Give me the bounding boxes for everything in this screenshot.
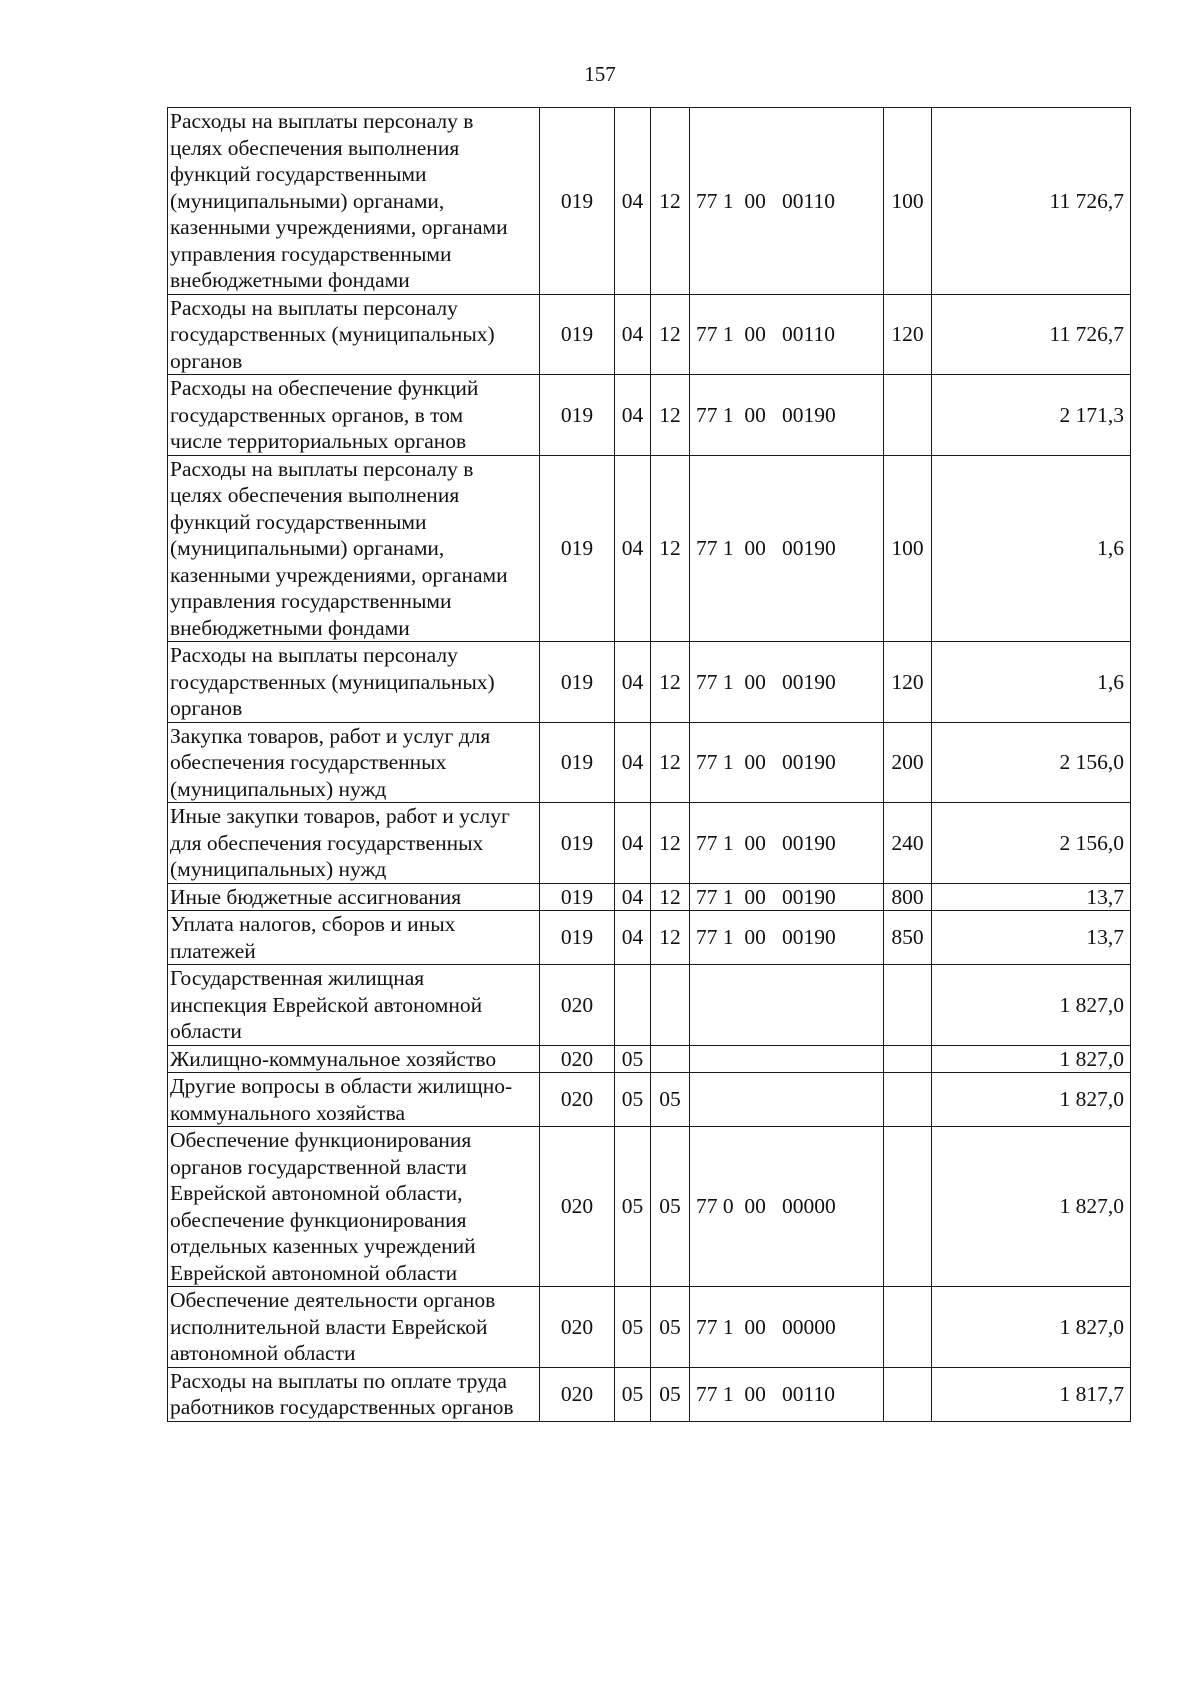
expense-name-cell: Иные бюджетные ассигнования [168,883,540,911]
expense-type-code-cell [884,1127,932,1287]
expense-type-code-cell: 800 [884,883,932,911]
expense-type-code-cell [884,375,932,456]
subsection-code-cell [651,1045,690,1073]
section-code-cell: 04 [615,108,651,295]
expense-type-code-cell: 100 [884,455,932,642]
target-article-code-cell: 77 0 00 00000 [690,1127,884,1287]
subsection-code-cell: 05 [651,1073,690,1127]
table-row [168,965,1131,1046]
ministry-code-cell: 020 [540,1073,615,1127]
ministry-code-cell: 020 [540,965,615,1046]
expense-type-code-cell [884,965,932,1046]
expense-name-cell: Расходы на выплаты персоналу в целях обеспечения выполнения функций государственными (муниципальными) органами, казенными учреждениями, органами управления государственными внебюджетными фондами [168,108,540,295]
table-row [168,1073,1131,1127]
section-code-cell: 04 [615,294,651,375]
expense-name-cell: Расходы на выплаты по оплате труда работников государственных органов [168,1367,540,1421]
table-row [168,455,1131,642]
expense-name-cell: Расходы на выплаты персоналу государственных (муниципальных) органов [168,294,540,375]
expense-name-cell: Другие вопросы в области жилищно- коммунального хозяйства [168,1073,540,1127]
target-article-code-cell: 77 1 00 00110 [690,294,884,375]
table-row [168,108,1131,295]
amount-cell: 13,7 [932,883,1131,911]
page-number: 157 [584,62,616,86]
ministry-code-cell: 019 [540,883,615,911]
expense-name-cell: Расходы на обеспечение функций государственных органов, в том числе территориальных органов [168,375,540,456]
table-row [168,722,1131,803]
target-article-code-cell: 77 1 00 00190 [690,375,884,456]
expense-type-code-cell: 100 [884,108,932,295]
subsection-code-cell: 05 [651,1367,690,1421]
subsection-code-cell: 12 [651,722,690,803]
table-row [168,294,1131,375]
amount-cell: 11 726,7 [932,294,1131,375]
amount-cell: 11 726,7 [932,108,1131,295]
subsection-code-cell: 12 [651,911,690,965]
expense-type-code-cell [884,1045,932,1073]
target-article-code-cell: 77 1 00 00190 [690,722,884,803]
table-row [168,1045,1131,1073]
section-code-cell: 05 [615,1367,651,1421]
expense-type-code-cell: 120 [884,642,932,723]
table-row [168,1287,1131,1368]
subsection-code-cell: 12 [651,108,690,295]
section-code-cell: 04 [615,911,651,965]
table-row [168,1367,1131,1421]
expense-type-code-cell [884,1287,932,1368]
subsection-code-cell: 12 [651,294,690,375]
ministry-code-cell: 020 [540,1287,615,1368]
target-article-code-cell: 77 1 00 00110 [690,1367,884,1421]
expense-name-cell: Государственная жилищная инспекция Еврейской автономной области [168,965,540,1046]
ministry-code-cell: 020 [540,1045,615,1073]
expense-type-code-cell: 120 [884,294,932,375]
section-code-cell: 05 [615,1073,651,1127]
table-row [168,1127,1131,1287]
ministry-code-cell: 019 [540,375,615,456]
section-code-cell [615,965,651,1046]
expense-name-cell: Иные закупки товаров, работ и услуг для обеспечения государственных (муниципальных) нужд [168,803,540,884]
amount-cell: 1 817,7 [932,1367,1131,1421]
expense-name-cell: Обеспечение деятельности органов исполнительной власти Еврейской автономной области [168,1287,540,1368]
expense-type-code-cell: 850 [884,911,932,965]
table-row [168,642,1131,723]
amount-cell: 1,6 [932,455,1131,642]
target-article-code-cell: 77 1 00 00190 [690,642,884,723]
expense-name-cell: Расходы на выплаты персоналу в целях обеспечения выполнения функций государственными (муниципальными) органами, казенными учреждениями, органами управления государственными внебюджетными фондами [168,455,540,642]
amount-cell: 1 827,0 [932,1073,1131,1127]
amount-cell: 1,6 [932,642,1131,723]
amount-cell: 1 827,0 [932,1045,1131,1073]
target-article-code-cell [690,965,884,1046]
amount-cell: 2 156,0 [932,803,1131,884]
section-code-cell: 05 [615,1127,651,1287]
ministry-code-cell: 019 [540,803,615,884]
table-row [168,803,1131,884]
section-code-cell: 04 [615,455,651,642]
table-row [168,911,1131,965]
expense-name-cell: Закупка товаров, работ и услуг для обеспечения государственных (муниципальных) нужд [168,722,540,803]
budget-table [167,107,1131,1422]
ministry-code-cell: 019 [540,455,615,642]
expense-name-cell: Обеспечение функционирования органов государственной власти Еврейской автономной области, обеспечение функционирования отдельных казенных учреждений Еврейской автономной области [168,1127,540,1287]
ministry-code-cell: 019 [540,108,615,295]
table-row [168,375,1131,456]
subsection-code-cell: 05 [651,1287,690,1368]
ministry-code-cell: 019 [540,294,615,375]
section-code-cell: 05 [615,1287,651,1368]
ministry-code-cell: 020 [540,1127,615,1287]
table-row [168,883,1131,911]
expense-type-code-cell [884,1367,932,1421]
expense-name-cell: Уплата налогов, сборов и иных платежей [168,911,540,965]
expense-type-code-cell: 240 [884,803,932,884]
target-article-code-cell: 77 1 00 00190 [690,911,884,965]
subsection-code-cell [651,965,690,1046]
amount-cell: 13,7 [932,911,1131,965]
expense-type-code-cell: 200 [884,722,932,803]
target-article-code-cell: 77 1 00 00190 [690,883,884,911]
amount-cell: 1 827,0 [932,1127,1131,1287]
subsection-code-cell: 12 [651,642,690,723]
target-article-code-cell: 77 1 00 00110 [690,108,884,295]
target-article-code-cell: 77 1 00 00190 [690,455,884,642]
amount-cell: 1 827,0 [932,1287,1131,1368]
amount-cell: 2 156,0 [932,722,1131,803]
section-code-cell: 05 [615,1045,651,1073]
target-article-code-cell [690,1045,884,1073]
target-article-code-cell: 77 1 00 00000 [690,1287,884,1368]
section-code-cell: 04 [615,722,651,803]
section-code-cell: 04 [615,883,651,911]
section-code-cell: 04 [615,803,651,884]
section-code-cell: 04 [615,375,651,456]
target-article-code-cell: 77 1 00 00190 [690,803,884,884]
ministry-code-cell: 019 [540,642,615,723]
subsection-code-cell: 12 [651,883,690,911]
subsection-code-cell: 12 [651,375,690,456]
expense-name-cell: Расходы на выплаты персоналу государственных (муниципальных) органов [168,642,540,723]
amount-cell: 2 171,3 [932,375,1131,456]
amount-cell: 1 827,0 [932,965,1131,1046]
section-code-cell: 04 [615,642,651,723]
subsection-code-cell: 05 [651,1127,690,1287]
ministry-code-cell: 020 [540,1367,615,1421]
subsection-code-cell: 12 [651,803,690,884]
expense-name-cell: Жилищно-коммунальное хозяйство [168,1045,540,1073]
target-article-code-cell [690,1073,884,1127]
subsection-code-cell: 12 [651,455,690,642]
ministry-code-cell: 019 [540,911,615,965]
ministry-code-cell: 019 [540,722,615,803]
expense-type-code-cell [884,1073,932,1127]
